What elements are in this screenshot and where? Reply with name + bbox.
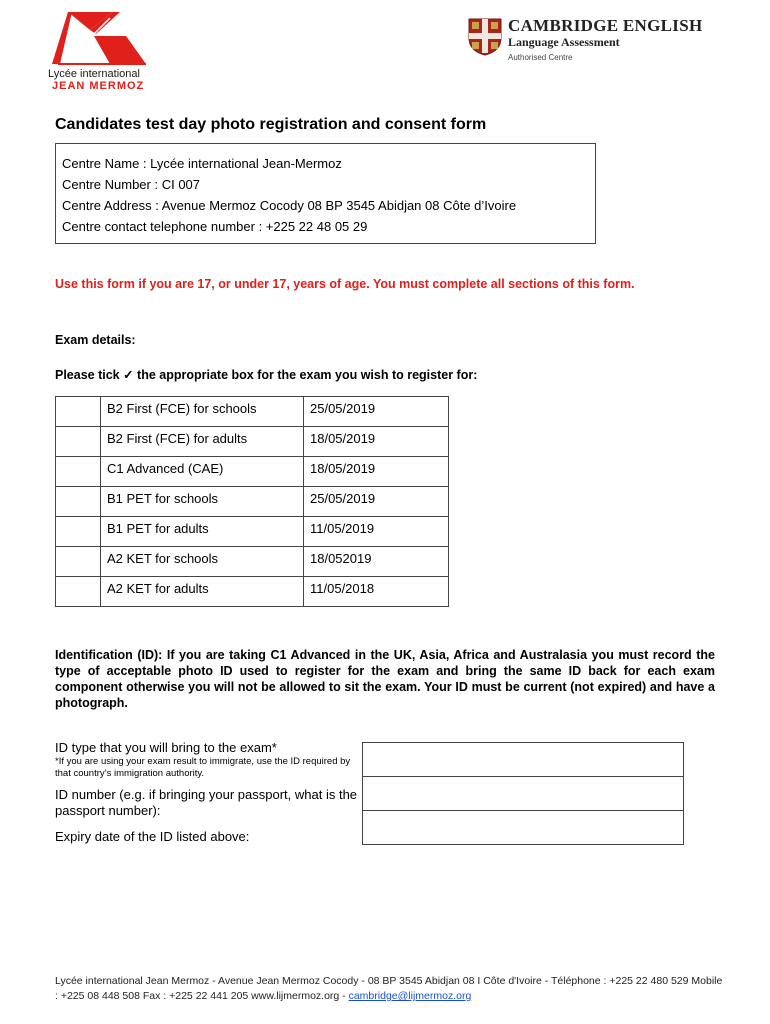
centre-number: Centre Number : CI 007 xyxy=(62,177,201,192)
id-type-field[interactable] xyxy=(362,742,684,777)
exam-date: 18/05/2019 xyxy=(304,457,449,487)
age-warning: Use this form if you are 17, or under 17, years of age. You must complete all sections of this form. xyxy=(55,277,635,291)
id-number-field[interactable] xyxy=(362,776,684,811)
page-title: Candidates test day photo registration and consent form xyxy=(55,116,487,133)
exam-name: B1 PET for adults xyxy=(101,517,304,547)
exam-name: A2 KET for adults xyxy=(101,577,304,607)
id-type-note: *If you are using your exam result to immigrate, use the ID required by that country’s immigration authority. xyxy=(55,756,351,779)
exam-table xyxy=(55,396,449,607)
identification-instructions: Identification (ID): If you are taking C1 Advanced in the UK, Asia, Africa and Australasia you must record the type of acceptable photo ID used to register for the exam and bring the same ID back for each exam component otherwise you will not be allowed to sit the exam. Your ID must be current (not expired) and have a photograph. xyxy=(55,648,715,710)
exam-checkbox-b2-first-schools[interactable] xyxy=(56,397,101,427)
table-row xyxy=(56,457,449,487)
exam-checkbox-b1-pet-schools[interactable] xyxy=(56,487,101,517)
exam-name: B2 First (FCE) for schools xyxy=(101,397,304,427)
cambridge-logo-line1: CAMBRIDGE ENGLISH xyxy=(508,16,703,35)
school-logo-icon xyxy=(50,8,150,66)
exam-date: 11/05/2018 xyxy=(304,577,449,607)
table-row xyxy=(56,547,449,577)
table-row xyxy=(56,517,449,547)
exam-checkbox-b1-pet-adults[interactable] xyxy=(56,517,101,547)
footer-text: Lycée international Jean Mermoz - Avenue Jean Mermoz Cocody - 08 BP 3545 Abidjan 08 I Côte d'Ivoire - Téléphone : +225 22 480 529 Mobile : +225 08 448 508 Fax : +225 22 441 205 www.lijmermoz.org - xyxy=(55,975,723,1002)
id-type-label: ID type that you will bring to the exam* xyxy=(55,740,277,755)
centre-address: Centre Address : Avenue Mermoz Cocody 08 BP 3545 Abidjan 08 Côte d’Ivoire xyxy=(62,198,517,213)
id-expiry-field[interactable] xyxy=(362,810,684,845)
exam-checkbox-c1-advanced[interactable] xyxy=(56,457,101,487)
school-logo-line2: JEAN MERMOZ xyxy=(52,80,145,92)
centre-name: Centre Name : Lycée international Jean-Mermoz xyxy=(62,156,342,171)
cambridge-logo xyxy=(468,16,708,66)
id-expiry-label: Expiry date of the ID listed above: xyxy=(55,829,250,844)
table-row xyxy=(56,487,449,517)
exam-checkbox-a2-ket-adults[interactable] xyxy=(56,577,101,607)
school-logo xyxy=(44,8,164,92)
exam-checkbox-a2-ket-schools[interactable] xyxy=(56,547,101,577)
cambridge-logo-line3: Authorised Centre xyxy=(508,53,573,62)
exam-checkbox-b2-first-adults[interactable] xyxy=(56,427,101,457)
exam-date: 25/05/2019 xyxy=(304,487,449,517)
school-logo-line1: Lycée international xyxy=(48,68,140,80)
exam-date: 25/05/2019 xyxy=(304,397,449,427)
exam-name: A2 KET for schools xyxy=(101,547,304,577)
table-row xyxy=(56,427,449,457)
exam-date: 18/05/2019 xyxy=(304,427,449,457)
exam-name: C1 Advanced (CAE) xyxy=(101,457,304,487)
exam-date: 18/052019 xyxy=(304,547,449,577)
exam-name: B1 PET for schools xyxy=(101,487,304,517)
centre-info-box xyxy=(55,143,596,244)
centre-phone: Centre contact telephone number : +225 22 48 05 29 xyxy=(62,219,368,234)
cambridge-shield-icon xyxy=(468,18,502,56)
table-row xyxy=(56,577,449,607)
id-number-label: ID number (e.g. if bringing your passport, what is the passport number): xyxy=(55,787,358,818)
footer-email-link[interactable]: cambridge@lijmermoz.org xyxy=(348,990,472,1002)
exam-details-heading: Exam details: xyxy=(55,333,136,347)
table-row xyxy=(56,397,449,427)
cambridge-logo-line2: Language Assessment xyxy=(508,35,620,49)
exam-date: 11/05/2019 xyxy=(304,517,449,547)
exam-name: B2 First (FCE) for adults xyxy=(101,427,304,457)
tick-instruction: Please tick ✓ the appropriate box for the exam you wish to register for: xyxy=(55,368,478,382)
footer xyxy=(55,974,725,1004)
